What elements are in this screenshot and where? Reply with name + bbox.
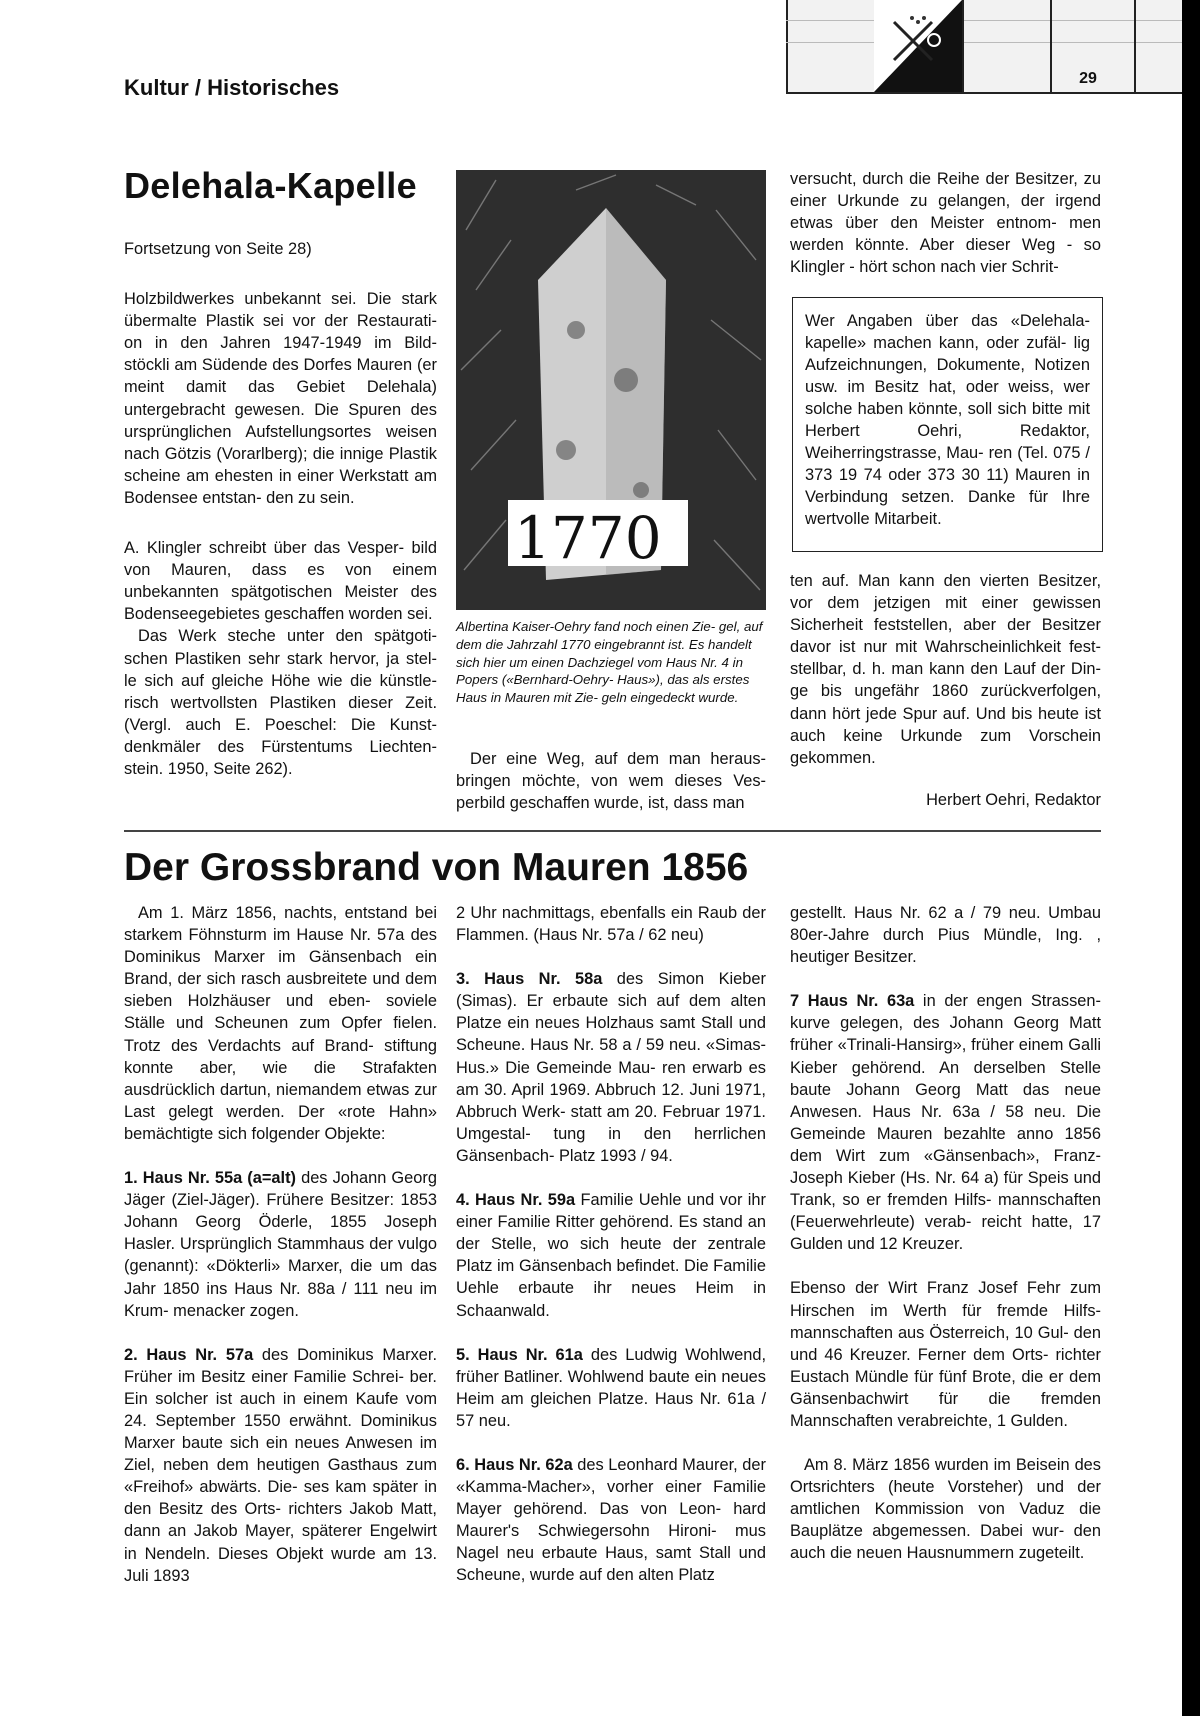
paragraph: Am 8. März 1856 wurden im Beisein des Ortsrichters (heute Vorsteher) und der amtlichen Kommission von Vaduz die Bauplätze abgemessen. Dabei wur- den auch die neuen Hausnummern zugeteilt. xyxy=(790,1456,1101,1563)
paragraph: Der eine Weg, auf dem man heraus- bringen möchte, von wem dieses Ves- perbild geschaffen wurde, ist, dass man xyxy=(456,750,766,813)
item-text: des Dominikus Marxer. Früher im Besitz einer Familie Schrei- ber. Ein solcher ist auch in einem Kaufe vom 24. September 1550 erwähnt. Dominikus Marxer baute sich ein neues Anwesen im Ziel, neben dem heutigen Gasthaus zum «Freihof» abwärts. Die- ses kam später in den Besitz des Orts- richters Jakob Matt, dann an Jakob Mayer, späterer Engelwirt in Nendeln. Dieses Objekt wurde am 13. Juli 1893 xyxy=(124,1345,437,1585)
contact-infobox xyxy=(792,297,1103,552)
section-divider xyxy=(124,830,1101,832)
list-item xyxy=(456,1189,766,1322)
paragraph: 2 Uhr nachmittags, ebenfalls ein Raub der Flammen. (Haus Nr. 57a / 62 neu) xyxy=(456,904,766,945)
item-text: des Ludwig Wohlwend, früher Batliner. Wohlwend baute ein neues Heim am gleichen Platze. Haus Nr. 61a / 57 neu. xyxy=(456,1345,766,1430)
header-grid-divider xyxy=(962,0,964,92)
article2-title: Der Grossbrand von Mauren 1856 xyxy=(124,846,749,889)
infobox-text: Wer Angaben über das «Delehala- kapelle» machen kann, oder zufäl- lig Aufzeichnungen, Dokumente, Notizen usw. im Besitz hat, oder weiss, wer solche haben könnte, soll sich bitte mit Herbert Oehri, Redaktor, Weiherringstrasse, Mau- ren (Tel. 075 / 373 19 74 oder 373 30 11) Mauren in Verbindung setzen. Danke für Ihre wertvolle Mitarbeit. xyxy=(805,312,1090,528)
item-heading: 5. Haus Nr. 61a xyxy=(456,1345,583,1364)
paragraph: Ebenso der Wirt Franz Josef Fehr zum Hirschen im Werth für fremde Hilfs- mannschaften aus Österreich, 10 Gul- den und 46 Kreuzer. Ferner dem Orts- richter Eustach Mündle für fünf Brote, die er dem Gänsenbachwirt für die fremden Mannschaften verabreichte, 1 Gulden. xyxy=(790,1279,1101,1430)
item-heading: 7 Haus Nr. 63a xyxy=(790,992,915,1011)
list-item xyxy=(790,990,1101,1255)
roof-tile-photo xyxy=(456,170,766,610)
item-text: des Leonhard Maurer, der «Kamma-Macher», vorher einer Familie Mayer gehörend. Das von Leon- hard Maurer's Schwiegersohn Hironi- mus Nagel neu erbaute Haus, samt Stall und Scheune, wurde auf den alten Platz xyxy=(456,1455,767,1585)
photo-label-1770: 1770 xyxy=(514,504,662,572)
header-grid xyxy=(786,0,1182,94)
list-item xyxy=(456,1454,766,1587)
item-heading: 6. Haus Nr. 62a xyxy=(456,1455,573,1474)
item-text: Familie Uehle und vor ihr einer Familie Ritter gehörend. Es stand an der Stelle, wo sich heute der zentrale Platz im Gänsenbach befindet. Die Familie Uehle erbaute ihr neues Heim in Schaanwald. xyxy=(456,1191,766,1320)
article1-column3-continued xyxy=(790,570,1101,769)
header-grid-line xyxy=(786,42,1182,43)
item-heading: 1. Haus Nr. 55a (a=alt) xyxy=(124,1169,296,1188)
item-heading: 4. Haus Nr. 59a xyxy=(456,1191,576,1210)
article1-column2 xyxy=(456,748,766,814)
paragraph: versucht, durch die Reihe der Besitzer, zu einer Urkunde zu gelangen, der irgend etwas über den Meister entnom- men werden könnte. Aber dieser Weg - so Klingler - hört schon nach vier Schrit- xyxy=(790,170,1101,277)
paragraph: ten auf. Man kann den vierten Besitzer, vor dem jetzigen mit einer gewissen Sicherheit feststellen, aber der Besitzer davor ist nur mit Wahrscheinlichkeit fest- stellbar, d. h. man kann den Lauf der Din- ge bis ungefähr 1860 zurückverfolgen, dann hört jede Spur auf. Und bis heute ist auch keine Urkunde zum Vorschein gekommen. xyxy=(790,572,1101,767)
header-grid-divider xyxy=(1050,0,1052,92)
paragraph: Am 1. März 1856, nachts, entstand bei starkem Föhnsturm im Hause Nr. 57a des Dominikus Marxer im Gänsenbach ein Brand, der sich rasch ausbreitete und dem sieben Holzhäuser und eben- soviele Ställe und Scheunen zum Opfer fielen. Trotz des Verdachts auf Brand- stiftung konnte aber, wie die Strafakten ausdrücklich dartun, niemandem etwas zur Last gelegt werden. Der «rote Hahn» bemächtigte sich folgender Objekte: xyxy=(124,904,437,1143)
header-grid-line xyxy=(786,20,1182,21)
scan-edge xyxy=(1182,0,1200,1716)
header-grid-divider xyxy=(1134,0,1136,92)
list-item xyxy=(124,1167,437,1322)
article2-column2 xyxy=(456,902,766,1587)
article1-column3 xyxy=(790,168,1101,278)
article1-column1 xyxy=(124,238,437,780)
item-heading: 3. Haus Nr. 58a xyxy=(456,970,603,989)
item-heading: 2. Haus Nr. 57a xyxy=(124,1345,254,1364)
list-item xyxy=(456,1344,766,1432)
item-text: in der engen Strassen- kurve gelegen, des Johann Georg Matt früher «Trinali-Hansirg», früher einem Galli Kieber gehörend. An derselben Stelle baute Johann Georg Matt das neue Anwesen. Haus Nr. 63a / 58 neu. Die Gemeinde Mauren bezahlte anno 1856 dem Wirt zum «Gänsenbach», Franz-Joseph Kieber (Hs. Nr. 64 a) für Speis und Trank, so er fremden Hilfs- mannschaften (Feuerwehrleute) verab- reicht hatte, 17 Gulden und 12 Kreuzer. xyxy=(790,992,1101,1254)
paragraph: gestellt. Haus Nr. 62 a / 79 neu. Umbau 80er-Jahre durch Pius Mündle, Ing. , heutiger Besitzer. xyxy=(790,904,1101,967)
article2-column3 xyxy=(790,902,1101,1565)
continuation-note: Fortsetzung von Seite 28) xyxy=(124,240,312,258)
section-label: Kultur / Historisches xyxy=(124,75,340,100)
item-text: des Johann Georg Jäger (Ziel-Jäger). Frühere Besitzer: 1853 Johann Georg Öderle, 1855 Joseph Hasler. Ursprünglich Stammhaus der vulgo (genannt): «Dökterli» Marxer, die um das Jahr 1850 ins Haus Nr. 88a / 111 neu im Krum- menacker zogen. xyxy=(124,1169,437,1320)
page-number: 29 xyxy=(1079,70,1097,87)
photo-caption: Albertina Kaiser-Oehry fand noch einen Zie- gel, auf dem die Jahrzahl 1770 eingebrannt ist. Es handelt sich hier um einen Dachziegel vom Haus Nr. 4 in Popers («Bernhard-Oehry- Haus»), das als erstes Haus in Mauren mit Zie- geln eingedeckt wurde. xyxy=(456,619,763,706)
crossed-tools-emblem-icon xyxy=(874,0,962,92)
paragraph: Das Werk steche unter den spätgoti- schen Plastiken sehr stark hervor, ja stel- le sich auf gleiche Höhe wie die künstle- risch wertvollsten Plastiken dieser Zeit. (Vergl. auch E. Poeschel: Die Kunst- denkmäler des Fürstentums Liechten- stein. 1950, Seite 262). xyxy=(124,627,437,778)
item-text: des Simon Kieber (Simas). Er erbaute sich auf dem alten Platze ein neues Holzhaus samt Stall und Scheune. Haus Nr. 58 a / 59 neu. «Simas-Hus.» Die Gemeinde Mau- ren erwarb es am 30. April 1969. Abbruch 12. Juni 1971, Abbruch Werk- statt am 20. Februar 1971. Umgestal- tung in den herrlichen Gänsenbach- Platz 1993 / 94. xyxy=(456,970,766,1165)
paragraph: Holzbildwerkes unbekannt sei. Die stark übermalte Plastik sei vor der Restaurati- on in den Jahren 1947-1949 im Bild- stöckli am Südende des Dorfes Mauren (er meint damit das Gebiet Delehala) untergebracht gewesen. Die Spuren des ursprünglichen Aufstellungsortes weisen nach Götzis (Vorarlberg); die innige Plastik scheine am ehesten in einer Werkstatt am Bodensee entstan- den zu sein. xyxy=(124,290,437,507)
article1-title: Delehala-Kapelle xyxy=(124,165,417,206)
list-item xyxy=(124,1344,437,1587)
list-item xyxy=(456,968,766,1167)
article2-column1 xyxy=(124,902,437,1587)
paragraph: A. Klingler schreibt über das Vesper- bild von Mauren, dass es von einem unbekannten spätgotischen Meister des Bodenseegebietes geschaffen worden sei. xyxy=(124,539,437,624)
author-signature: Herbert Oehri, Redaktor xyxy=(926,791,1101,809)
